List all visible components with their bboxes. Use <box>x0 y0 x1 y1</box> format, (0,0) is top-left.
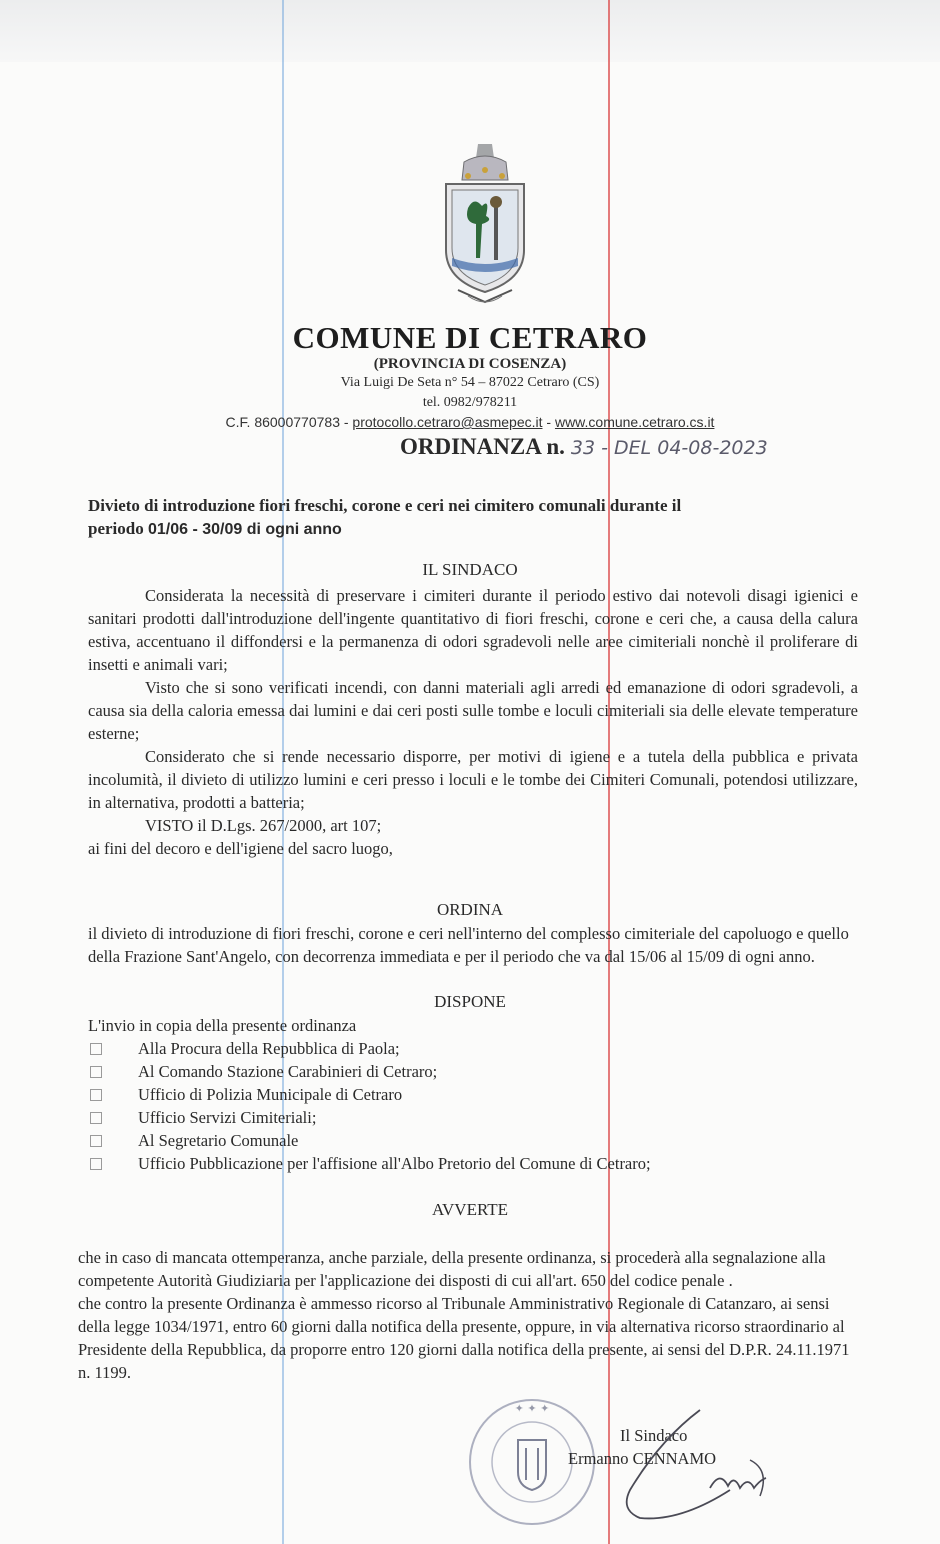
tax-code: C.F. 86000770783 - <box>225 414 353 430</box>
premise-2: Visto che si sono verificati incendi, con danni materiali agli arredi ed emanazione di odori sgradevoli, a causa sia della caloria emessa dai lumini e dai ceri posti sulle tombe e loculi cimiteriali sia delle elevate temperature esterne; <box>88 678 858 743</box>
checkbox-icon <box>90 1112 102 1124</box>
ordinance-number-line <box>400 434 768 460</box>
handwritten-signature <box>600 1400 780 1530</box>
separator: - <box>542 414 555 430</box>
avverte-1: che in caso di mancata ottemperanza, anche parziale, della presente ordinanza, si procederà alla segnalazione alla competente Autorità Giudiziaria per l'applicazione dei disposti di cui all'art. 650 del codice penale . <box>78 1248 826 1290</box>
checkbox-icon <box>90 1089 102 1101</box>
checkbox-icon <box>90 1158 102 1170</box>
signatory-title: Il Sindaco <box>620 1426 688 1445</box>
premise-1: Considerata la necessità di preservare i cimiteri durante il periodo estivo dai notevoli disagi igienici e sanitari prodotti dall'introduzione dell'ingente quantitativo di fiori freschi, corone e ceri che, a causa della calura estiva, accentuano il diffondersi e la permanenza di odori sgradevoli nelle aree cimiteriali nonchè il proliferare di insetti e animali vari; <box>88 586 858 674</box>
checkbox-icon <box>90 1135 102 1147</box>
list-item: Al Segretario Comunale <box>88 1129 858 1152</box>
list-item: Ufficio Pubblicazione per l'affisione all'Albo Pretorio del Comune di Cetraro; <box>88 1152 858 1175</box>
list-item: Alla Procura della Repubblica di Paola; <box>88 1037 858 1060</box>
ordinance-label: ORDINANZA n. <box>400 434 565 459</box>
municipality-title: COMUNE DI CETRARO <box>292 320 648 355</box>
phone-line: tel. 0982/978211 <box>422 395 518 410</box>
website-link[interactable]: www.comune.cetraro.cs.it <box>554 414 715 430</box>
premise-3: Considerato che si rende necessario disporre, per motivi di igiene e a tutela della pubblica e privata incolumità, il divieto di utilizzo lumini e ceri presso i loculi e le tombe dei Cimiteri Comunali, potendosi utilizzare, in alternativa, prodotti a batteria; <box>88 747 858 812</box>
list-item: Ufficio di Polizia Municipale di Cetraro <box>88 1083 858 1106</box>
ordina-text: il divieto di introduzione di fiori freschi, corone e ceri nell'interno del complesso cimiteriale del capoluogo e quello della Frazione Sant'Angelo, con decorrenza immediata e per il periodo che va dal 15/06 al 15/09 di ogni anno. <box>88 924 849 966</box>
checkbox-icon <box>90 1066 102 1078</box>
ordina-heading: ORDINA <box>436 900 504 919</box>
list-item: Ufficio Servizi Cimiteriali; <box>88 1106 858 1129</box>
premise-4: VISTO il D.Lgs. 267/2000, art 107; <box>145 816 382 835</box>
address-line: Via Luigi De Seta n° 54 – 87022 Cetraro (CS) <box>340 375 600 390</box>
sindaco-heading: IL SINDACO <box>422 560 518 579</box>
province-line: (PROVINCIA DI COSENZA) <box>373 356 567 372</box>
dispone-intro: L'invio in copia della presente ordinanza <box>88 1016 357 1035</box>
municipal-crest-icon <box>438 140 532 310</box>
signatory-name: Ermanno CENNAMO <box>568 1449 717 1468</box>
scan-top-shadow <box>0 0 940 62</box>
list-item: Al Comando Stazione Carabinieri di Cetraro; <box>88 1060 858 1083</box>
subject-period-label: periodo <box>88 519 148 538</box>
recipients-list <box>88 1037 858 1175</box>
premise-final: ai fini del decoro e dell'igiene del sacro luogo, <box>88 839 393 858</box>
svg-text:✦ ✦ ✦: ✦ ✦ ✦ <box>514 1402 550 1415</box>
subject-period-dates: 01/06 - 30/09 di ogni anno <box>147 521 342 538</box>
subject-line: Divieto di introduzione fiori freschi, corone e ceri nei cimitero comunali durante il <box>88 496 682 515</box>
ordinance-handwritten-number: 33 - DEL 04-08-2023 <box>570 437 768 459</box>
avverte-heading: AVVERTE <box>431 1200 509 1219</box>
checkbox-icon <box>90 1043 102 1055</box>
premises-block <box>88 584 858 860</box>
avverte-2: che contro la presente Ordinanza è ammesso ricorso al Tribunale Amministrativo Regionale di Catanzaro, ai sensi della legge 1034/1971, entro 60 giorni dalla notifica della presente, oppure, in via alternativa ricorso straordinario al Presidente della Repubblica, da proporre entro 120 giorni dalla notifica della presente, ai sensi del D.P.R. 24.11.1971 n. 1199. <box>78 1294 850 1382</box>
pec-email-link[interactable]: protocollo.cetraro@asmepec.it <box>352 414 543 430</box>
dispone-heading: DISPONE <box>434 992 506 1011</box>
avverte-block <box>78 1246 860 1384</box>
contact-line <box>0 414 940 430</box>
ordinance-subject <box>88 494 868 541</box>
